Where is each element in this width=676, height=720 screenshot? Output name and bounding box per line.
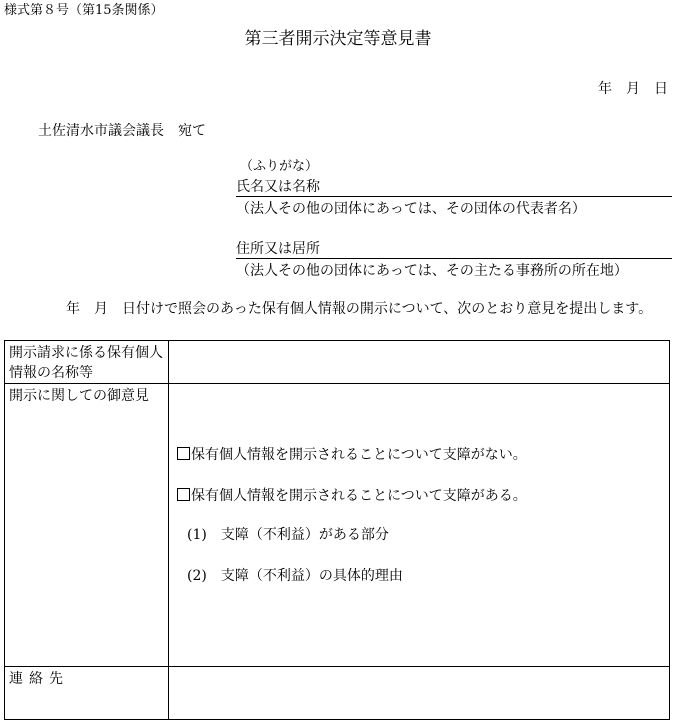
sub-item-2 bbox=[187, 567, 403, 585]
table-row bbox=[5, 341, 670, 384]
name-note: （法人その他の団体にあっては、その団体の代表者名） bbox=[236, 201, 586, 217]
address-label: 住所又は居所 bbox=[236, 241, 320, 257]
name-label: 氏名又は名称 bbox=[236, 179, 320, 195]
sub-item-1-text: 支障（不利益）がある部分 bbox=[220, 527, 389, 543]
opinion-table bbox=[4, 340, 670, 720]
checkbox-icon[interactable] bbox=[177, 447, 190, 460]
sub-item-1-number: (1) bbox=[187, 527, 207, 543]
option-no-obstacle-label: 保有個人情報を開示されることについて支障がない。 bbox=[191, 447, 527, 463]
sub-item-2-text: 支障（不利益）の具体的理由 bbox=[220, 568, 403, 584]
option-no-obstacle[interactable] bbox=[177, 446, 527, 464]
option-obstacle-label: 保有個人情報を開示されることについて支障がある。 bbox=[191, 488, 527, 504]
table-row bbox=[5, 667, 670, 720]
date-field: 年 月 日 bbox=[598, 81, 668, 97]
addressee: 土佐清水市議会議長 宛て bbox=[38, 123, 206, 139]
opinion-label: 開示に関しての御意見 bbox=[5, 384, 169, 667]
checkbox-icon[interactable] bbox=[177, 488, 190, 501]
item-name-field[interactable] bbox=[169, 341, 670, 384]
statement-text: 年 月 日付けで照会のあった保有個人情報の開示について、次のとおり意見を提出します。 bbox=[66, 301, 653, 317]
sub-item-2-number: (2) bbox=[187, 568, 207, 584]
sub-item-1 bbox=[187, 526, 389, 544]
address-input-line[interactable] bbox=[236, 258, 672, 259]
name-input-line[interactable] bbox=[236, 196, 672, 197]
document-title: 第三者開示決定等意見書 bbox=[244, 29, 432, 49]
contact-field[interactable] bbox=[169, 667, 670, 720]
form-number: 様式第８号（第15条関係） bbox=[4, 3, 164, 18]
contact-label: 連絡先 bbox=[5, 667, 169, 720]
item-name-label: 開示請求に係る保有個人情報の名称等 bbox=[5, 341, 169, 384]
option-obstacle[interactable] bbox=[177, 487, 527, 505]
opinion-field bbox=[169, 384, 670, 667]
furigana-label: （ふりがな） bbox=[240, 159, 319, 174]
table-row bbox=[5, 384, 670, 667]
address-note: （法人その他の団体にあっては、その主たる事務所の所在地） bbox=[236, 263, 628, 279]
